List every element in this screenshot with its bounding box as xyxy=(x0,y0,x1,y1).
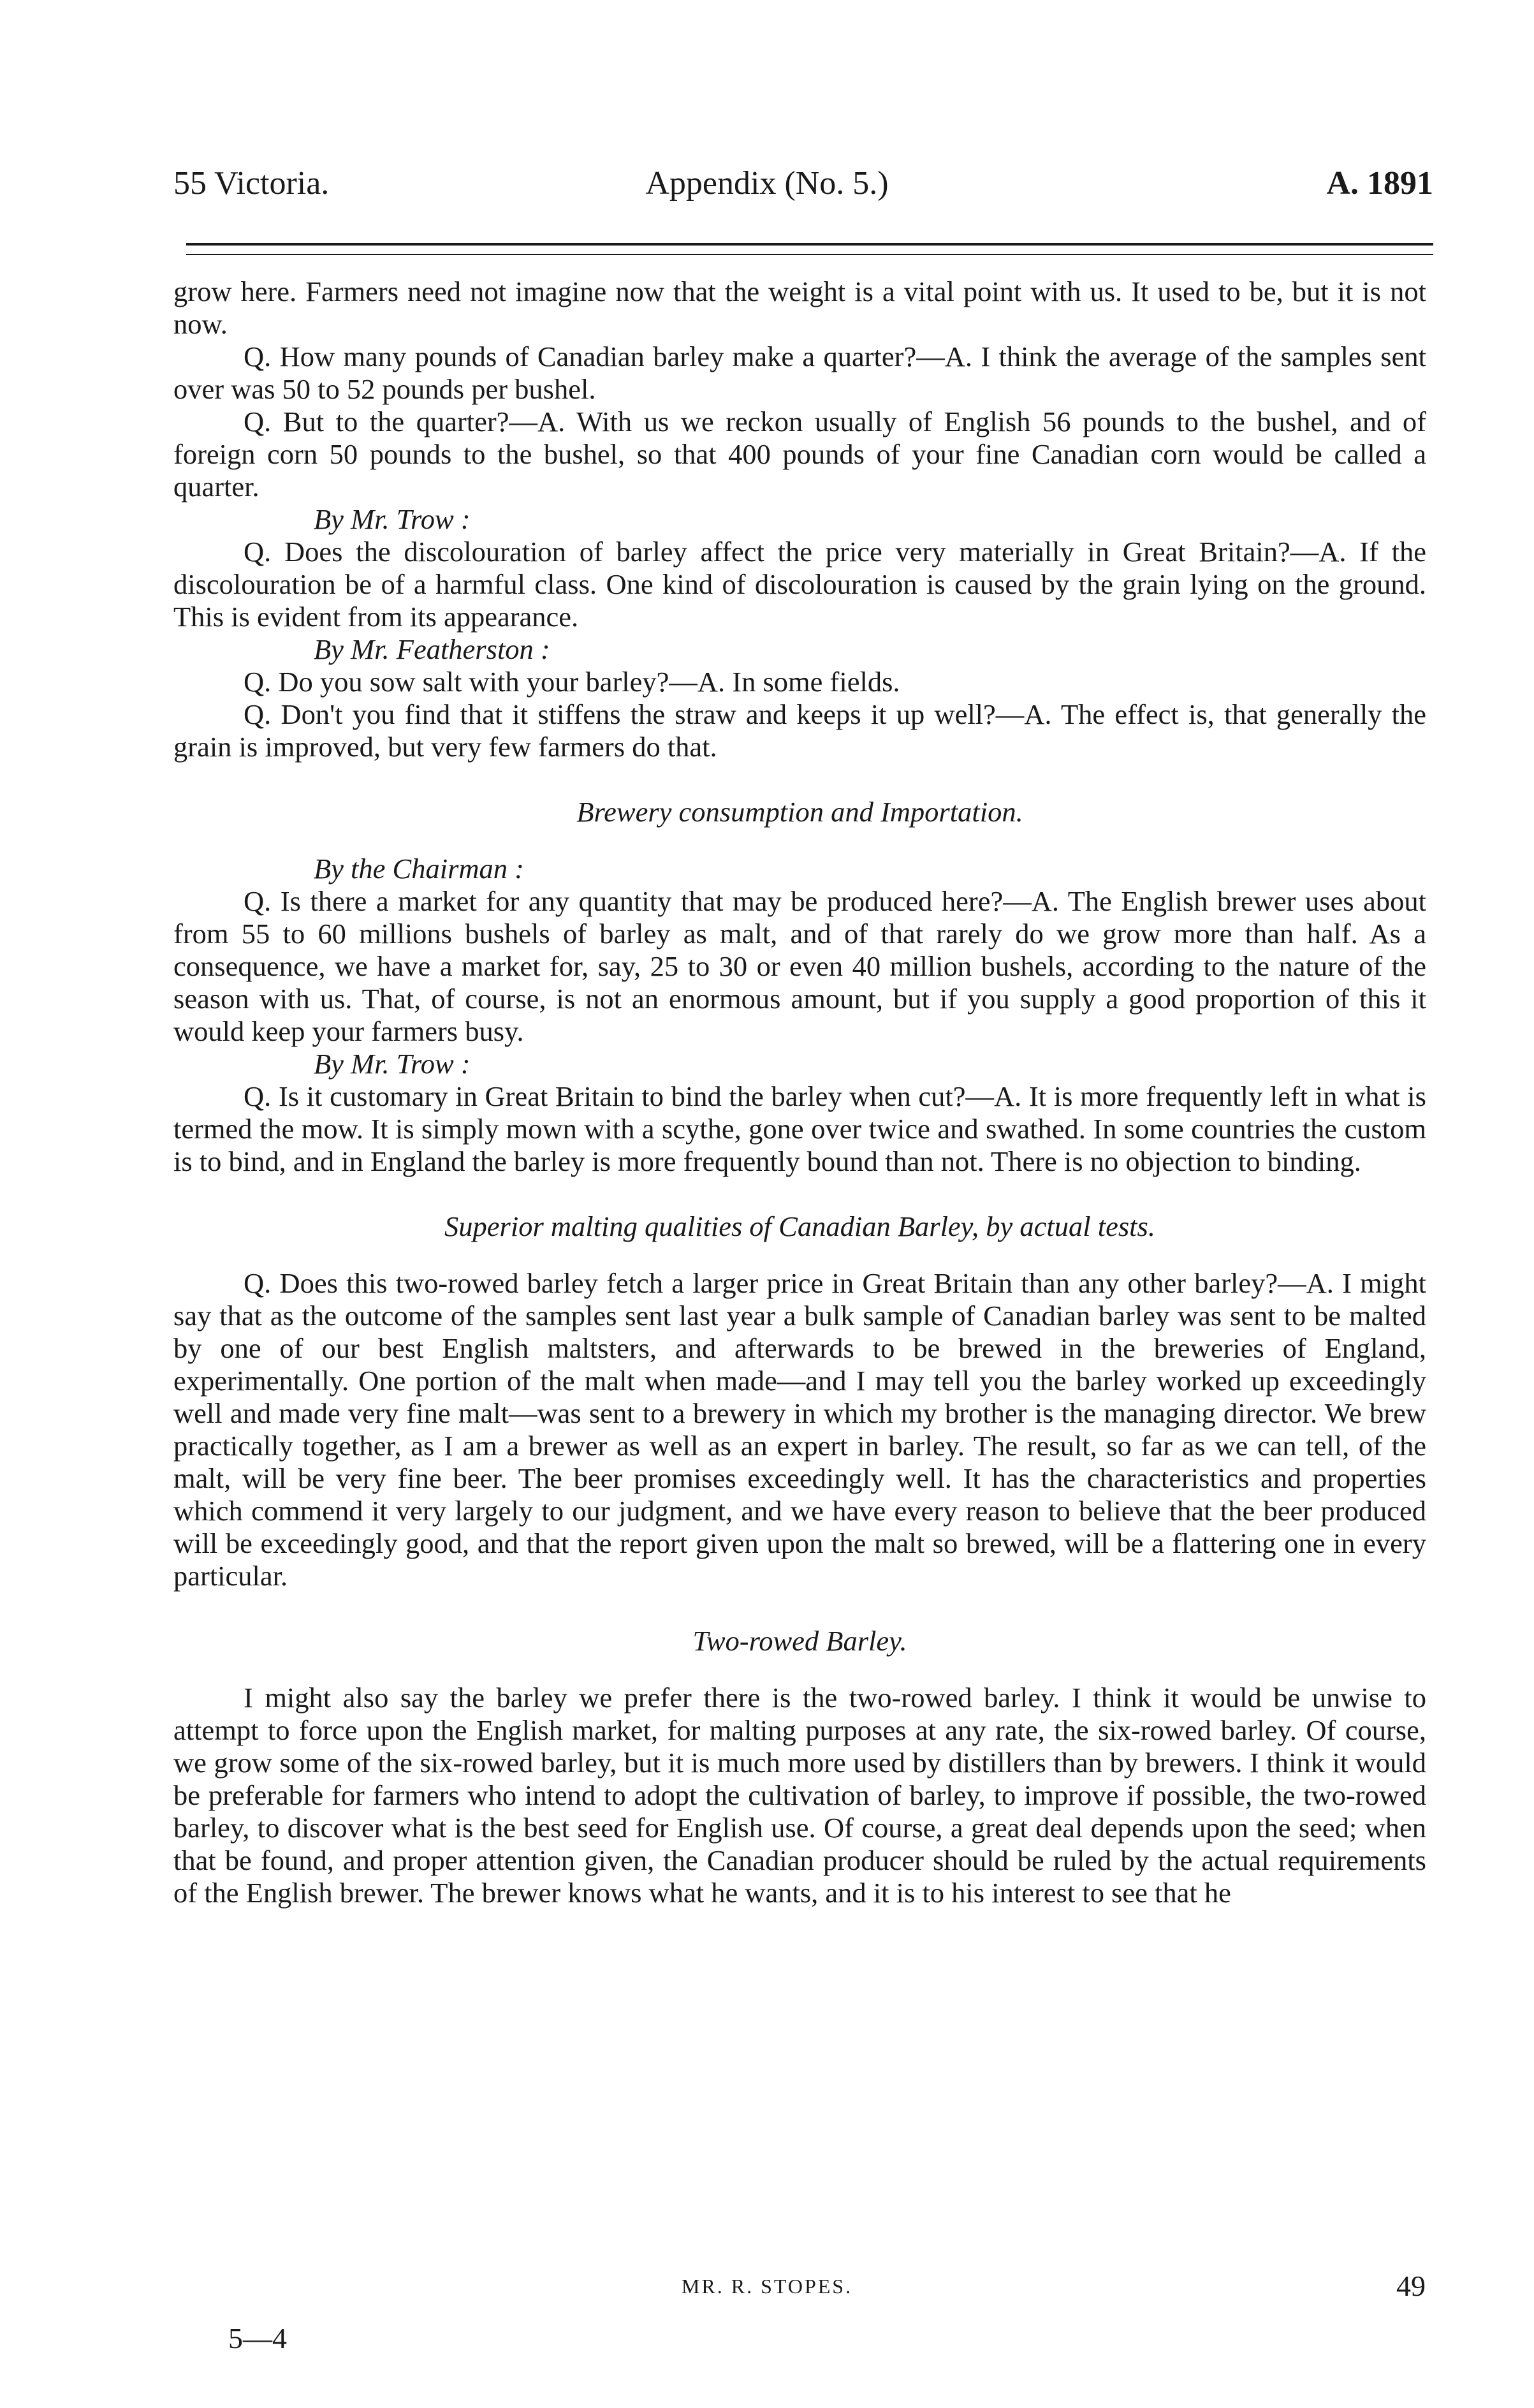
witness-signature: MR. R. STOPES. xyxy=(681,2275,853,2298)
header-rule-thick xyxy=(186,243,1433,246)
text-paragraph: I might also say the barley we prefer there is the two-rowed barley. I think it would be unwise to attempt to force upon the English market, for malting purposes at any rate, the six-rowed barley. Of course, we grow some of the six-rowed barley, but it is much more used by distillers than by brewers. I think it would be preferable for farmers who intend to adopt the cultivation of barley, to improve if possible, the two-rowed barley, to discover what is the best seed for English use. Of course, a great deal depends upon the seed; when that be found, and proper attention given, the Canadian producer should be ruled by the actual requirements of the English brewer. The brewer knows what he wants, and it is to his interest to see that he xyxy=(173,1682,1426,1909)
header-year: A. 1891 xyxy=(1326,165,1433,202)
speaker-label: By the Chairman : xyxy=(314,853,524,885)
question-paragraph: Q. Does this two-rowed barley fetch a larger price in Great Britain than any other barley?—A. I might say that as the outcome of the samples sent last year a bulk sample of Canadian barley was sent to be malted by one of our best English maltsters, and afterwards to be brewed in the breweries of England, experimentally. One portion of the malt when made—and I may tell you the barley worked up exceedingly well and made very fine malt—was sent to a brewery in which my brother is the managing director. We brew practically together, as I am a brewer as well as an expert in barley. The result, so far as we can tell, of the malt, will be very fine beer. The beer promises exceedingly well. It has the characteristics and properties which commend it very largely to our judgment, and we have every reason to believe that the beer produced will be exceedingly good, and that the report given upon the malt so brewed, will be a flattering one in every particular. xyxy=(173,1267,1426,1592)
question-paragraph: Q. But to the quarter?—A. With us we reckon usually of English 56 pounds to the bushel, and of foreign corn 50 pounds to the bushel, so that 400 pounds of your fine Canadian corn would be called a quarter. xyxy=(173,406,1426,503)
section-heading: Superior malting qualities of Canadian Barley, by actual tests. xyxy=(444,1210,1155,1242)
continued-paragraph: grow here. Farmers need not imagine now that the weight is a vital point with us. It used to be, but it is not now. xyxy=(173,275,1426,340)
header-rule-thin xyxy=(186,254,1433,255)
section-heading: Two-rowed Barley. xyxy=(692,1625,907,1657)
section-heading: Brewery consumption and Importation. xyxy=(576,796,1023,828)
question-paragraph: Q. How many pounds of Canadian barley make a quarter?—A. I think the average of the samples sent over was 50 to 52 pounds per bushel. xyxy=(173,341,1426,405)
question-paragraph: Q. Is it customary in Great Britain to bind the barley when cut?—A. It is more frequently left in what is termed the mow. It is simply mown with a scythe, gone over twice and swathed. In some countries the custom is to bind, and in England the barley is more frequently bound than not. There is no objection to binding. xyxy=(173,1080,1426,1177)
header-session: 55 Victoria. xyxy=(173,165,330,202)
header-appendix: Appendix (No. 5.) xyxy=(645,165,889,202)
speaker-label: By Mr. Trow : xyxy=(314,503,471,535)
speaker-label: By Mr. Trow : xyxy=(314,1048,471,1080)
question-paragraph: Q. Don't you find that it stiffens the straw and keeps it up well?—A. The effect is, that generally the grain is improved, but very few farmers do that. xyxy=(173,698,1426,763)
page-number: 49 xyxy=(1396,2270,1426,2302)
speaker-label: By Mr. Featherston : xyxy=(314,633,550,665)
question-paragraph: Q. Does the discolouration of barley affect the price very materially in Great Britain?—A. If the discolouration be of a harmful class. One kind of discolouration is caused by the grain lying on the ground. This is evident from its appearance. xyxy=(173,536,1426,633)
sheet-mark: 5—4 xyxy=(228,2322,287,2354)
question-paragraph: Q. Do you sow salt with your barley?—A. In some fields. xyxy=(244,666,900,698)
body-text xyxy=(173,275,1426,1909)
question-paragraph: Q. Is there a market for any quantity that may be produced here?—A. The English brewer uses about from 55 to 60 millions bushels of barley as malt, and of that rarely do we grow more than half. As a consequence, we have a market for, say, 25 to 30 or even 40 million bushels, according to the nature of the season with us. That, of course, is not an enormous amount, but if you supply a good proportion of this it would keep your farmers busy. xyxy=(173,885,1426,1047)
